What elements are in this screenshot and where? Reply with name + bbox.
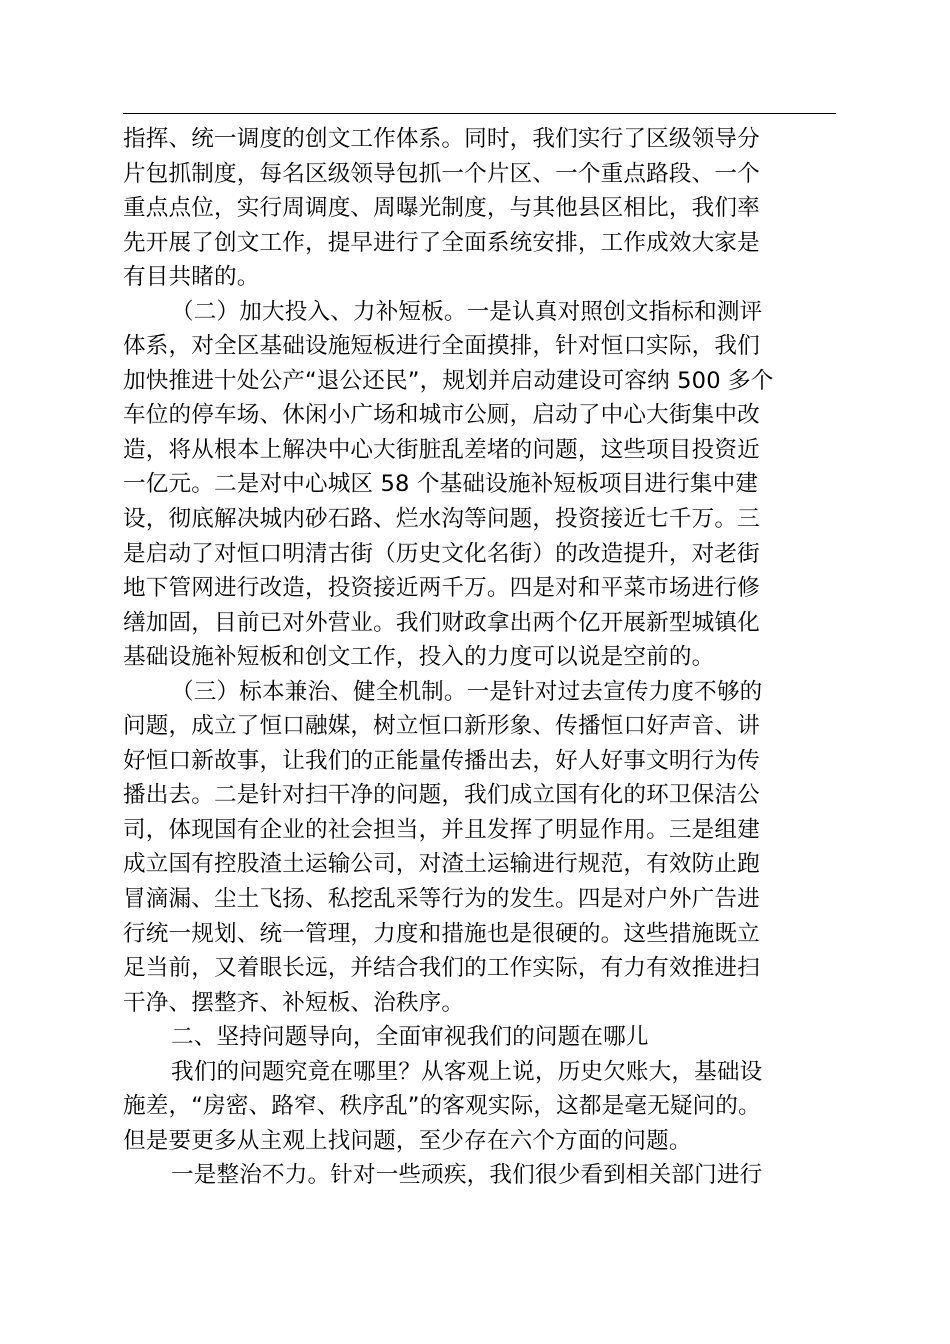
text-line: 行统一规划、统一管理，力度和措施也是很硬的。这些措施既立 bbox=[123, 920, 760, 947]
text-line: 问题，成立了恒口融媒，树立恒口新形象、传播恒口好声音、讲 bbox=[123, 713, 760, 740]
text-line: 加快推进十处公产“退公还民”，规划并启动建设可容纳 500 多个 bbox=[123, 367, 774, 394]
text-line: 造，将从根本上解决中心大街脏乱差堵的问题，这些项目投资近 bbox=[123, 436, 760, 463]
text-line: 有目共睹的。 bbox=[123, 264, 260, 291]
text-line: 重点点位，实行周调度、周曝光制度，与其他县区相比，我们率 bbox=[123, 195, 760, 222]
text-line: （三）标本兼治、健全机制。一是针对过去宣传力度不够的 bbox=[171, 678, 763, 705]
text-line: 一亿元。二是对中心城区 58 个基础设施补短板项目进行集中建 bbox=[123, 471, 759, 498]
body-text bbox=[123, 122, 839, 1193]
text-line: 先开展了创文工作，提早进行了全面系统安排，工作成效大家是 bbox=[123, 229, 760, 256]
text-line: 足当前，又着眼长远，并结合我们的工作实际，有力有效推进扫 bbox=[123, 955, 760, 982]
text-line: 施差，“房密、路窄、秩序乱”的客观实际，这都是毫无疑问的。 bbox=[123, 1093, 761, 1120]
text-line: 缮加固，目前已对外营业。我们财政拿出两个亿开展新型城镇化 bbox=[123, 609, 760, 636]
text-line: 指挥、统一调度的创文工作体系。同时，我们实行了区级领导分 bbox=[123, 126, 760, 152]
text-line: 司，体现国有企业的社会担当，并且发挥了明显作用。三是组建 bbox=[123, 816, 760, 843]
text-line: 干净、摆整齐、补短板、治秩序。 bbox=[123, 989, 465, 1016]
text-line: 体系，对全区基础设施短板进行全面摸排，针对恒口实际，我们 bbox=[123, 333, 760, 360]
text-line: 好恒口新故事，让我们的正能量传播出去，好人好事文明行为传 bbox=[123, 747, 760, 774]
text-line: 是启动了对恒口明清古街（历史文化名街）的改造提升，对老街 bbox=[123, 540, 760, 567]
text-line: 片包抓制度，每名区级领导包抓一个片区、一个重点路段、一个 bbox=[123, 160, 760, 187]
text-line: 二、坚持问题导向，全面审视我们的问题在哪儿 bbox=[171, 1024, 649, 1051]
text-line: 基础设施补短板和创文工作，投入的力度可以说是空前的。 bbox=[123, 644, 715, 671]
text-line: 地下管网进行改造，投资接近两千万。四是对和平菜市场进行修 bbox=[123, 575, 760, 602]
text-line: 但是要更多从主观上找问题，至少存在六个方面的问题。 bbox=[123, 1127, 692, 1154]
text-line: 我们的问题究竟在哪里？从客观上说，历史欠账大，基础设 bbox=[171, 1058, 763, 1085]
text-line: 冒滴漏、尘土飞扬、私挖乱采等行为的发生。四是对户外广告进 bbox=[123, 886, 760, 913]
text-line: （二）加大投入、力补短板。一是认真对照创文指标和测评 bbox=[171, 298, 763, 325]
text-line: 一是整治不力。针对一些顽疾，我们很少看到相关部门进行 bbox=[171, 1162, 763, 1189]
text-line: 车位的停车场、休闲小广场和城市公厕，启动了中心大街集中改 bbox=[123, 402, 760, 429]
header-rule bbox=[123, 113, 836, 114]
text-line: 成立国有控股渣土运输公司，对渣土运输进行规范，有效防止跑 bbox=[123, 851, 760, 878]
text-line: 播出去。二是针对扫干净的问题，我们成立国有化的环卫保洁公 bbox=[123, 782, 760, 809]
text-line: 设，彻底解决城内砂石路、烂水沟等问题，投资接近七千万。三 bbox=[123, 506, 760, 533]
